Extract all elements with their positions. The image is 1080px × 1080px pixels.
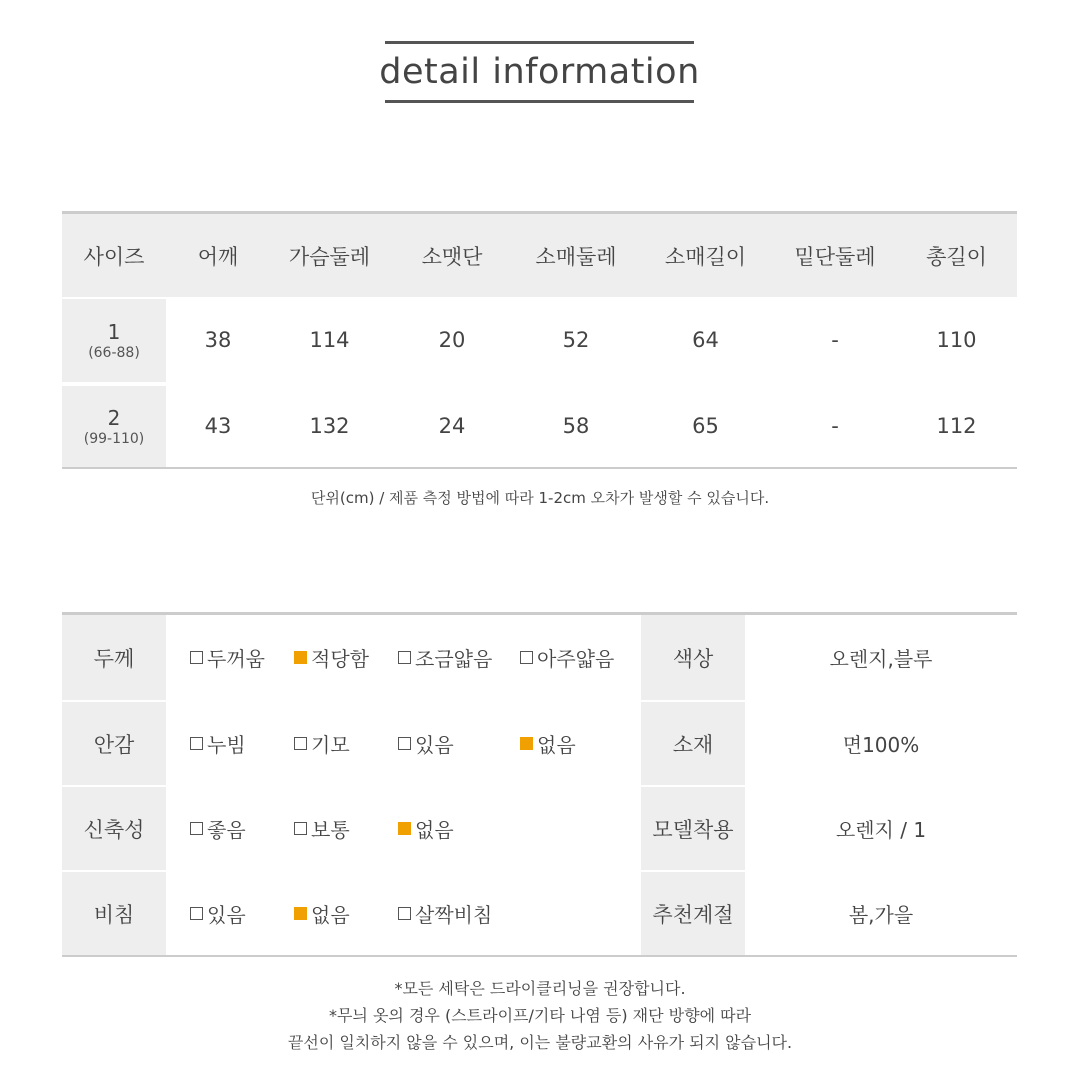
checkbox-icon <box>190 822 203 835</box>
detail-label: 두께 <box>62 615 166 700</box>
option-item <box>398 729 520 758</box>
size-cell <box>62 297 166 382</box>
checked-box-icon <box>294 907 307 920</box>
header-cell: 사이즈 <box>83 244 145 269</box>
checkbox-icon <box>398 907 411 920</box>
care-note: 끝선이 일치하지 않을 수 있으며, 이는 불량교환의 사유가 되지 않습니다. <box>287 1033 793 1052</box>
table-cell: - <box>831 327 839 352</box>
size-range: (99-110) <box>83 430 145 447</box>
table-cell: 24 <box>438 413 466 438</box>
option-item <box>190 899 294 928</box>
option-item <box>520 643 630 672</box>
detail-label: 소재 <box>641 702 745 785</box>
option-label: 적당함 <box>311 647 369 671</box>
header-cell: 소매둘레 <box>535 244 617 269</box>
table-cell: - <box>831 413 839 438</box>
option-group <box>166 702 641 785</box>
header-cell: 밑단둘레 <box>794 244 876 269</box>
option-label: 없음 <box>311 903 350 927</box>
detail-label: 모델착용 <box>641 787 745 870</box>
size-cell <box>62 384 166 467</box>
checked-box-icon <box>520 737 533 750</box>
detail-table <box>62 612 1017 957</box>
table-cell: 58 <box>562 413 590 438</box>
option-group <box>166 872 641 955</box>
checkbox-icon <box>398 651 411 664</box>
checkbox-icon <box>190 651 203 664</box>
size-number: 1 <box>107 319 121 344</box>
title-box <box>379 41 700 103</box>
detail-label: 안감 <box>62 702 166 785</box>
checked-box-icon <box>294 651 307 664</box>
detail-value: 오렌지 / 1 <box>835 818 927 842</box>
header-cell: 소매길이 <box>664 244 747 269</box>
detail-label: 신축성 <box>62 787 166 870</box>
size-table <box>62 211 1017 469</box>
option-item <box>190 814 294 843</box>
option-label: 누빔 <box>207 733 246 757</box>
checkbox-icon <box>190 907 203 920</box>
detail-row-elasticity <box>62 785 1017 870</box>
option-label: 있음 <box>415 733 454 757</box>
size-number: 2 <box>107 405 121 430</box>
option-item <box>294 899 398 928</box>
header-cell: 소맷단 <box>421 244 483 269</box>
option-item <box>398 643 520 672</box>
size-note: 단위(cm) / 제품 측정 방법에 따라 1-2cm 오차가 발생할 수 있습니다. <box>310 489 770 507</box>
option-label: 없음 <box>537 733 576 757</box>
checked-box-icon <box>398 822 411 835</box>
detail-row-sheerness <box>62 870 1017 955</box>
table-cell: 112 <box>936 413 977 438</box>
header-cell: 총길이 <box>926 244 987 269</box>
detail-row-lining <box>62 700 1017 785</box>
option-item <box>294 729 398 758</box>
checkbox-icon <box>294 737 307 750</box>
table-cell: 110 <box>936 327 977 352</box>
size-range: (66-88) <box>88 344 140 361</box>
option-group <box>166 615 641 700</box>
option-label: 아주얇음 <box>537 647 615 671</box>
table-cell: 64 <box>692 327 719 352</box>
table-cell: 43 <box>204 413 232 438</box>
option-group <box>166 787 641 870</box>
table-cell: 132 <box>309 413 350 438</box>
table-cell: 65 <box>692 413 719 438</box>
checkbox-icon <box>398 737 411 750</box>
option-label: 살짝비침 <box>415 903 493 927</box>
option-label: 보통 <box>311 818 350 842</box>
care-note: *무늬 옷의 경우 (스트라이프/기타 나염 등) 재단 방향에 따라 <box>328 1006 752 1025</box>
option-item <box>190 643 294 672</box>
detail-value: 면100% <box>842 733 920 757</box>
table-cell: 52 <box>562 327 590 352</box>
option-item <box>520 729 630 758</box>
header-cell: 어깨 <box>197 244 239 269</box>
table-cell: 38 <box>204 327 232 352</box>
option-item <box>294 643 398 672</box>
detail-value: 오렌지,블루 <box>829 647 933 671</box>
option-label: 두꺼움 <box>207 647 265 671</box>
detail-label: 추천계절 <box>641 872 745 955</box>
option-item <box>398 899 520 928</box>
checkbox-icon <box>520 651 533 664</box>
option-item <box>190 729 294 758</box>
option-label: 조금얇음 <box>415 647 493 671</box>
detail-label: 색상 <box>641 615 745 700</box>
table-cell: 20 <box>438 327 466 352</box>
detail-row-thickness <box>62 615 1017 700</box>
checkbox-icon <box>190 737 203 750</box>
detail-value: 봄,가을 <box>848 903 914 927</box>
header-cell: 가슴둘레 <box>288 244 371 269</box>
option-item <box>398 814 520 843</box>
table-cell: 114 <box>309 327 350 352</box>
care-notes <box>0 975 1080 1056</box>
table-row <box>62 382 1017 467</box>
option-label: 있음 <box>207 903 246 927</box>
option-label: 기모 <box>311 733 350 757</box>
option-item <box>294 814 398 843</box>
checkbox-icon <box>294 822 307 835</box>
care-note: *모든 세탁은 드라이클리닝을 권장합니다. <box>394 979 686 998</box>
detail-label: 비침 <box>62 872 166 955</box>
size-table-header <box>62 214 1017 297</box>
option-label: 좋음 <box>207 818 246 842</box>
table-row <box>62 297 1017 382</box>
option-label: 없음 <box>415 818 454 842</box>
page-title: detail information <box>379 52 700 92</box>
